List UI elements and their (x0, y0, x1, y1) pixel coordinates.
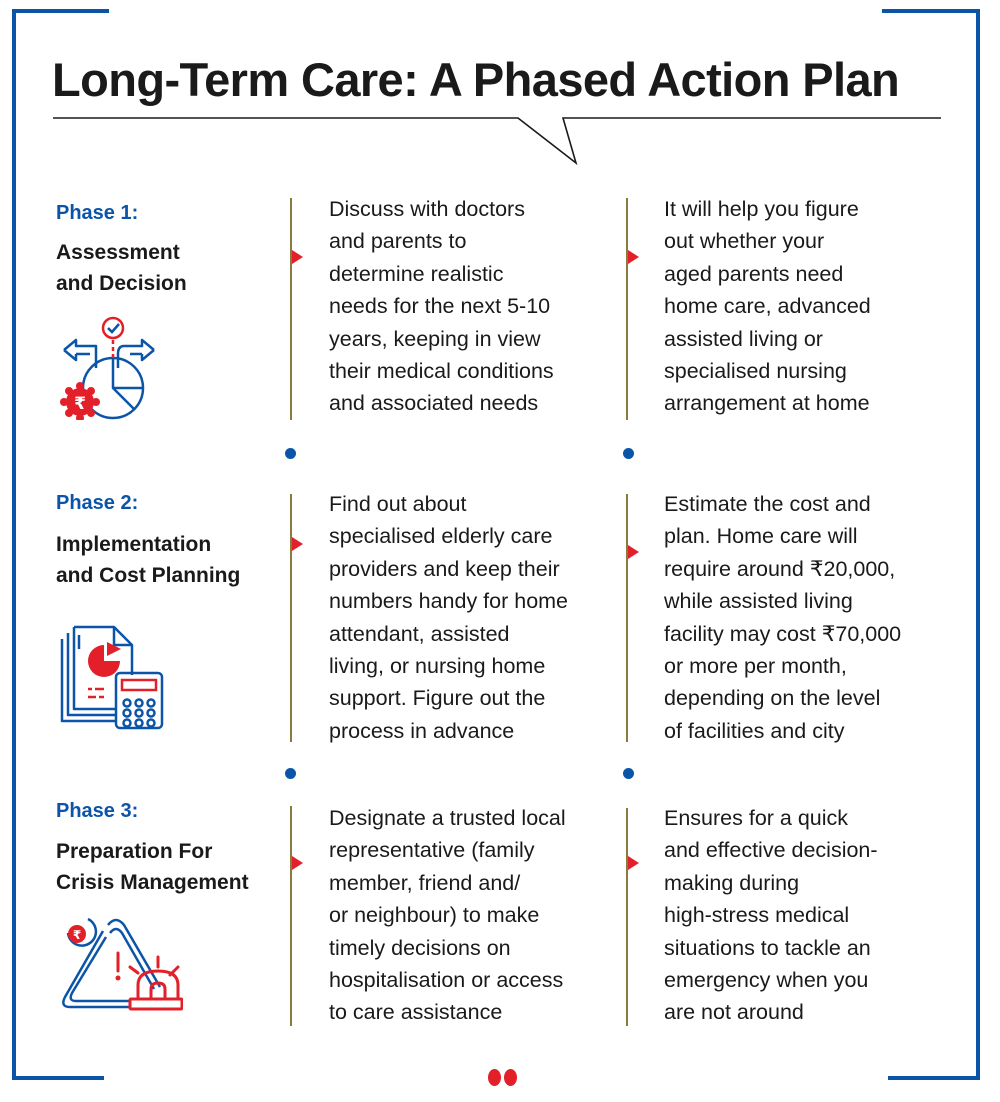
phase-label: Phase 3: (56, 800, 139, 822)
phase-outcome-text: Ensures for a quick and effective decision- making during high-stress medical situations to tackle an emergency when you are not around (664, 806, 878, 1025)
footer-dot-left (488, 1069, 501, 1086)
phase-label: Phase 1: (56, 202, 139, 224)
phase-title: Assessment and Decision (56, 241, 187, 295)
pointer-arrow (292, 537, 303, 551)
phase-title: Preparation For Crisis Management (56, 840, 249, 894)
divider-line (290, 494, 292, 742)
phase-title: Implementation and Cost Planning (56, 533, 241, 587)
phase-outcome-text: It will help you figure out whether your aged parents need home care, advanced assisted living or specialised nursing arrangement at home (664, 197, 871, 416)
pointer-arrow (628, 545, 639, 559)
warning-siren-icon (58, 915, 183, 1020)
pointer-arrow (292, 856, 303, 870)
pointer-arrow (628, 250, 639, 264)
divider-line (626, 494, 628, 742)
divider-line (626, 198, 628, 420)
svg-text:₹: ₹ (72, 928, 82, 942)
phase-action-text: Find out about specialised elderly care providers and keep their numbers handy for home attendant, assisted living, or nursing home support. Figure out the process in advance (329, 492, 569, 743)
pointer-arrow (628, 856, 639, 870)
phase-action-text: Discuss with doctors and parents to determine realistic needs for the next 5-10 years, keeping in view their medical conditions and associated needs (329, 197, 554, 416)
separator-dot (285, 448, 296, 459)
document-calculator-icon (58, 625, 168, 735)
page-title: Long-Term Care: A Phased Action Plan (52, 53, 900, 106)
separator-dot (285, 768, 296, 779)
frame-bottom-right-bar (888, 1076, 980, 1080)
phase-action-text: Designate a trusted local representative (family member, friend and/ or neighbour) to make timely decisions on hospitalisation or access to care assistance (329, 806, 566, 1025)
divider-line (290, 806, 292, 1026)
footer-dot-right (504, 1069, 517, 1086)
separator-dot (623, 768, 634, 779)
frame-bottom-left-bar (12, 1076, 104, 1080)
phase-outcome-text: Estimate the cost and plan. Home care will require around ₹20,000, while assisted living facility may cost ₹70,000 or more per month, depending on the level of facilities and city (664, 492, 902, 743)
pointer-arrow (292, 250, 303, 264)
svg-text:₹: ₹ (74, 394, 86, 414)
divider-line (290, 198, 292, 420)
title-speech-underline (0, 0, 1000, 170)
divider-line (626, 808, 628, 1026)
decision-pie-chart-icon (56, 310, 166, 425)
phase-label: Phase 2: (56, 492, 139, 514)
separator-dot (623, 448, 634, 459)
